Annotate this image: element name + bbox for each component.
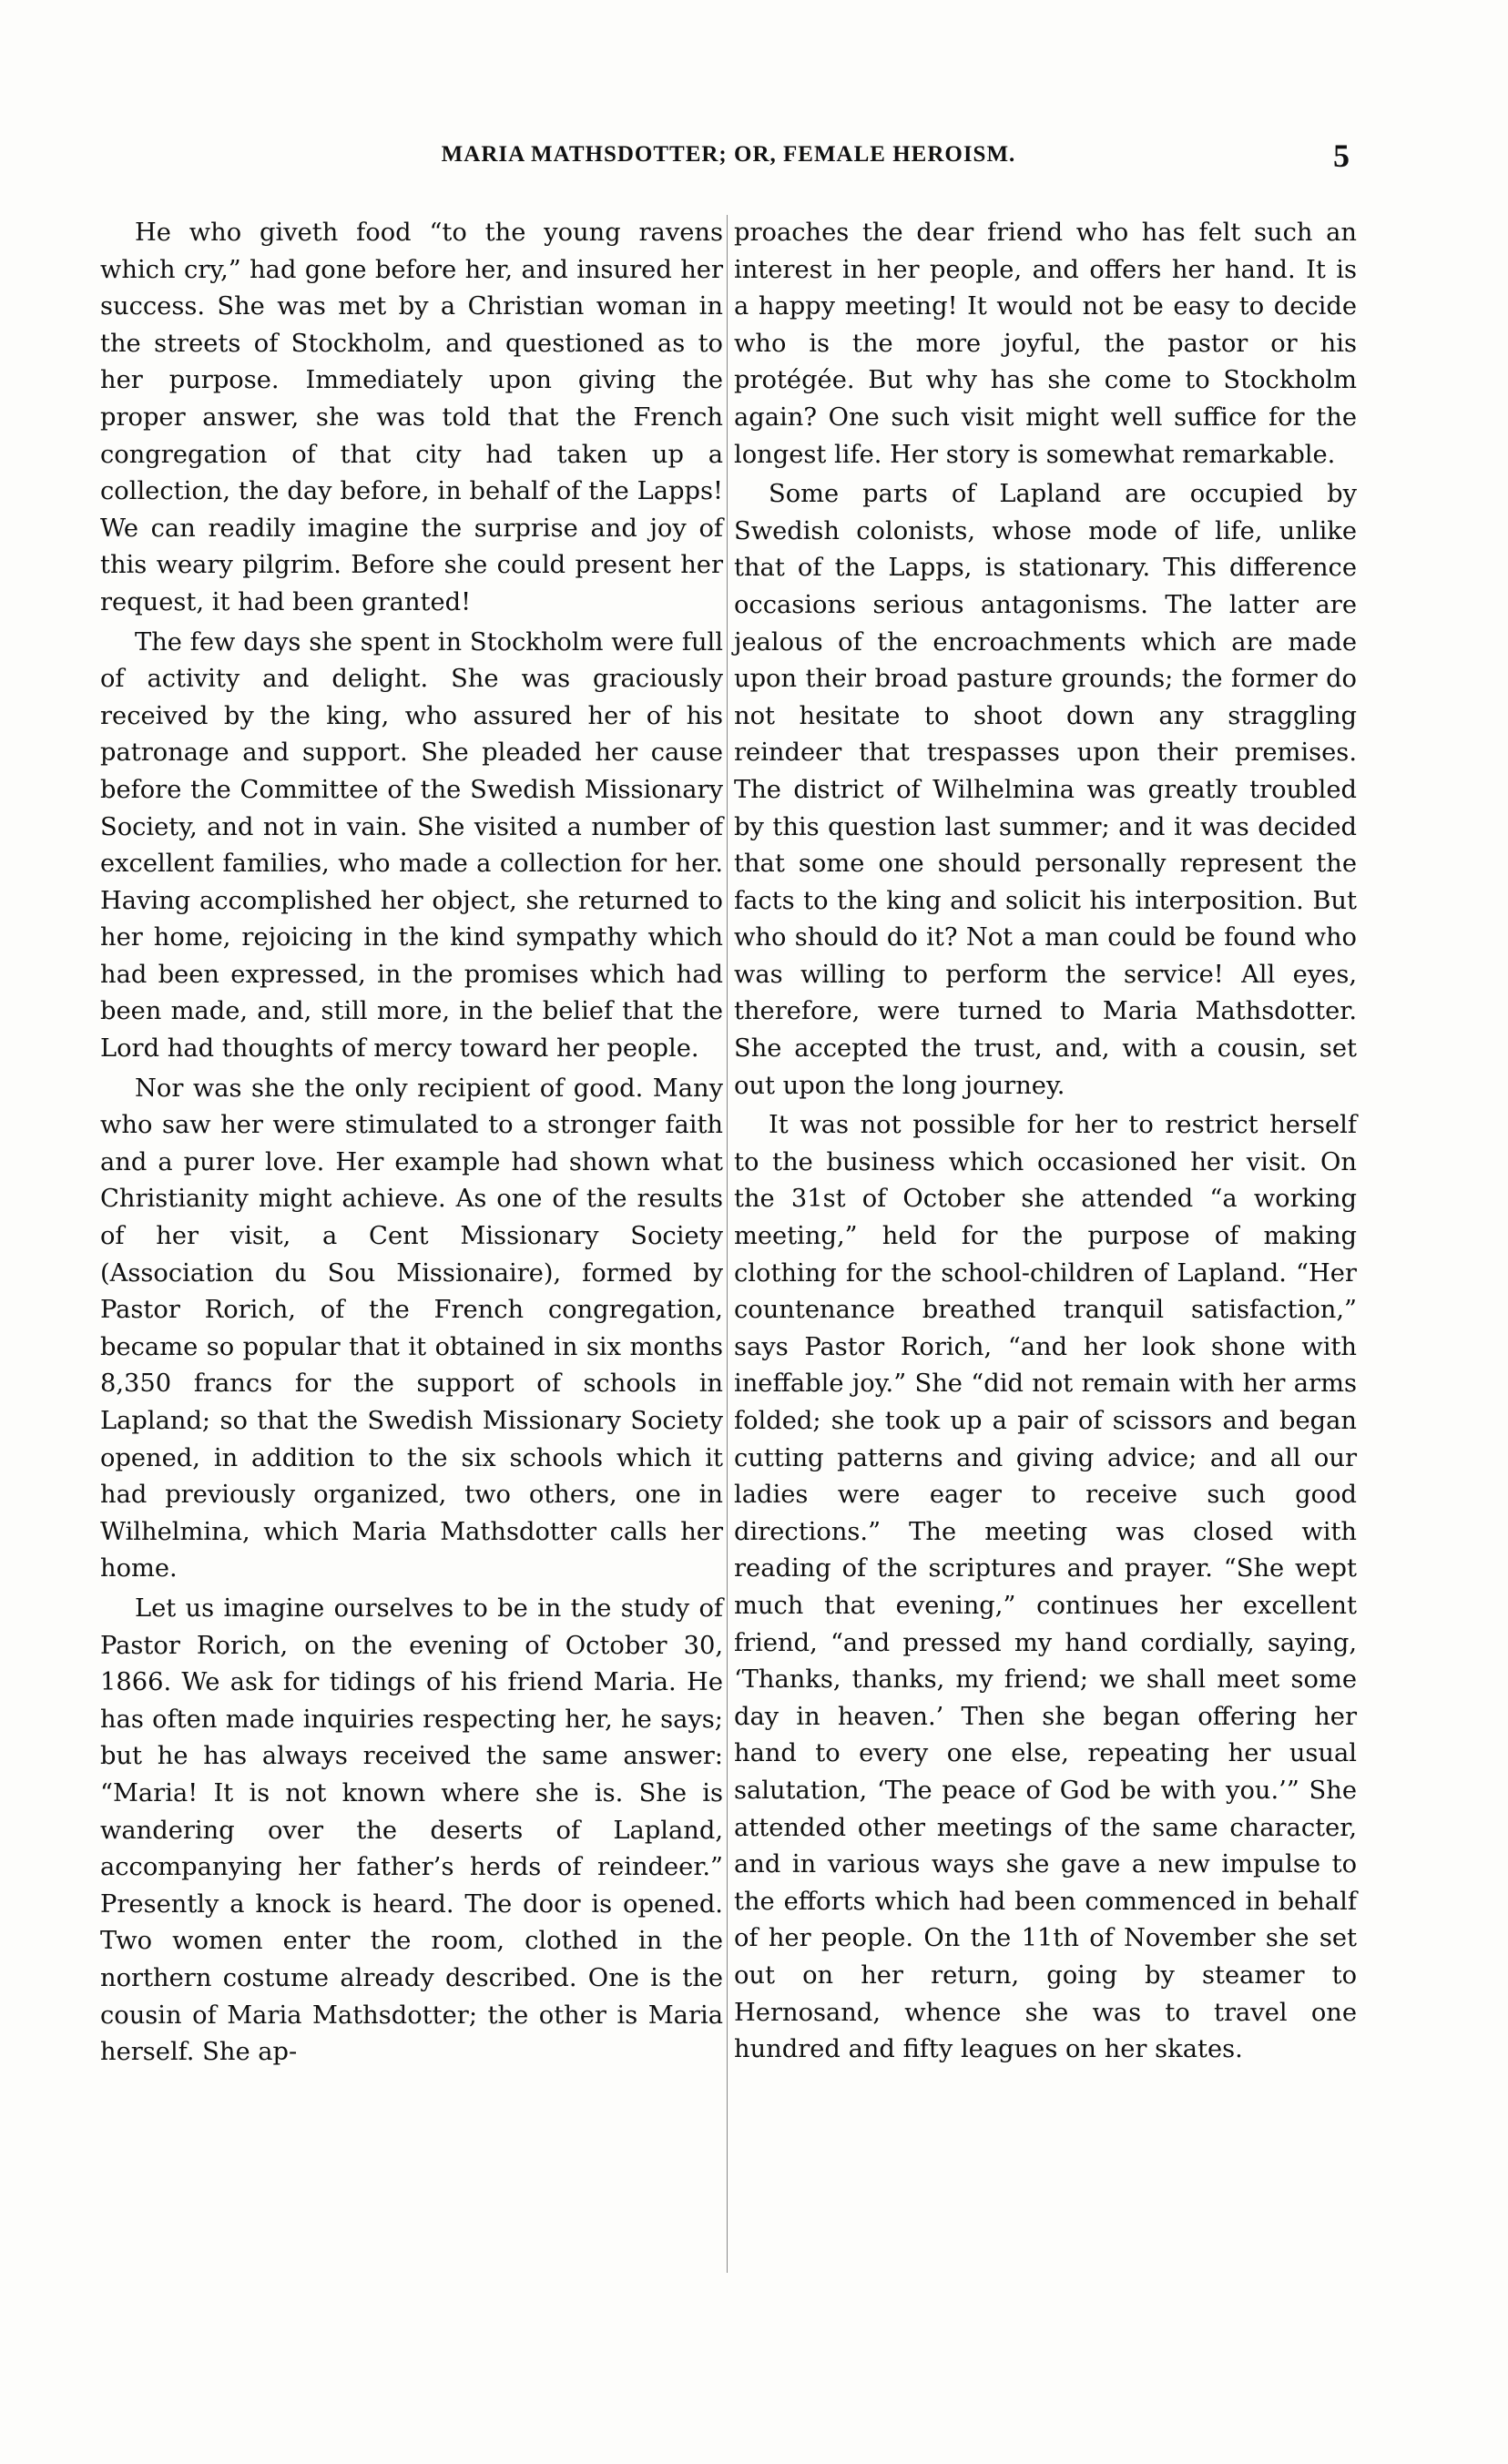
paragraph: Let us imagine ourselves to be in the study of Pastor Rorich, on the evening of October 30, 1866. We ask for tidings of his friend Maria. He has often made inquiries respecting her, he says; but he has always received the same answer: “Maria! It is not known where she is. She is wandering over the deserts of Lapland, accompanying her father’s herds of reindeer.” Presently a knock is heard. The door is opened. Two women enter the room, clothed in the northern costume already described. One is the cousin of Maria Mathsdotter; the other is Maria herself. She ap- xyxy=(100,1593,723,2067)
page-header xyxy=(100,137,1357,182)
running-title: MARIA MATHSDOTTER; OR, FEMALE HEROISM. xyxy=(441,142,1016,167)
right-column xyxy=(734,215,1357,2069)
paragraph: It was not possible for her to restrict herself to the business which occasioned her visit. On the 31st of October she attended “a working meeting,” held for the purpose of making clothing for the school-children of Lapland. “Her countenance breathed tranquil satisfaction,” says Pastor Rorich, “and her look shone with ineffable joy.” She “did not remain with her arms folded; she took up a pair of scissors and began cutting patterns and giving advice; and all our ladies were eager to receive such good directions.” The meeting was closed with reading of the scriptures and prayer. “She wept much that evening,” continues her excellent friend, “and pressed my hand cordially, saying, ‘Thanks, thanks, my friend; we shall meet some day in heaven.’ Then she began offering her hand to every one else, repeating her usual salutation, ‘The peace of God be with you.’” She attended other meetings of the same character, and in various ways she gave a new impulse to the efforts which had been commenced in behalf of her people. On the 11th of November she set out on her return, going by steamer to Hernosand, whence she was to travel one hundred and fifty leagues on her skates. xyxy=(734,1111,1357,2064)
paragraph: The few days she spent in Stockholm were full of activity and delight. She was graciously received by the king, who assured her of his patronage and support. She pleaded her cause before the Committee of the Swedish Missionary Society, and not in vain. She visited a number of excellent families, who made a collection for her. Having accomplished her object, she returned to her home, rejoicing in the kind sympathy which had been expressed, in the promises which had been made, and, still more, in the belief that the Lord had thoughts of mercy toward her people. xyxy=(100,627,723,1064)
paragraph-continued: proaches the dear friend who has felt such an interest in her people, and offers her hand. It is a happy meeting! It would not be easy to decide who is the more joyful, the pastor or his protégée. But why has she come to Stockholm again? One such visit might well suffice for the longest life. Her story is somewhat remarkable. xyxy=(734,219,1357,469)
paragraph: Some parts of Lapland are occupied by Swedish colonists, whose mode of life, unlike that of the Lapps, is stationary. This difference occasions serious antagonisms. The latter are jealous of the encroachments which are made upon their broad pasture grounds; the former do not hesitate to shoot down any straggling reindeer that trespasses upon their premises. The district of Wilhelmina was greatly troubled by this question last summer; and it was decided that some one should personally represent the facts to the king and solicit his interposition. But who should do it? Not a man could be found who was willing to perform the service! All eyes, therefore, were turned to Maria Mathsdotter. She accepted the trust, and, with a cousin, set out upon the long journey. xyxy=(734,480,1357,1100)
left-column xyxy=(100,215,723,2072)
paragraph: Nor was she the only recipient of good. Many who saw her were stimulated to a stronger faith and a purer love. Her example had shown what Christianity might achieve. As one of the results of her visit, a Cent Missionary Society (Association du Sou Missionaire), formed by Pastor Rorich, of the French congregation, became so popular that it obtained in six months 8,350 francs for the support of schools in Lapland; so that the Swedish Missionary Society opened, in addition to the six schools which it had previously organized, two others, one in Wilhelmina, which Maria Mathsdotter calls her home. xyxy=(100,1074,723,1583)
paragraph: He who giveth food “to the young ravens which cry,” had gone before her, and insured her success. She was met by a Christian woman in the streets of Stockholm, and questioned as to her purpose. Immediately upon giving the proper answer, she was told that the French congregation of that city had taken up a collection, the day before, in behalf of the Lapps! We can readily imagine the surprise and joy of this weary pilgrim. Before she could present her request, it had been granted! xyxy=(100,219,723,616)
page-number: 5 xyxy=(1333,137,1350,174)
column-divider xyxy=(727,215,728,2273)
